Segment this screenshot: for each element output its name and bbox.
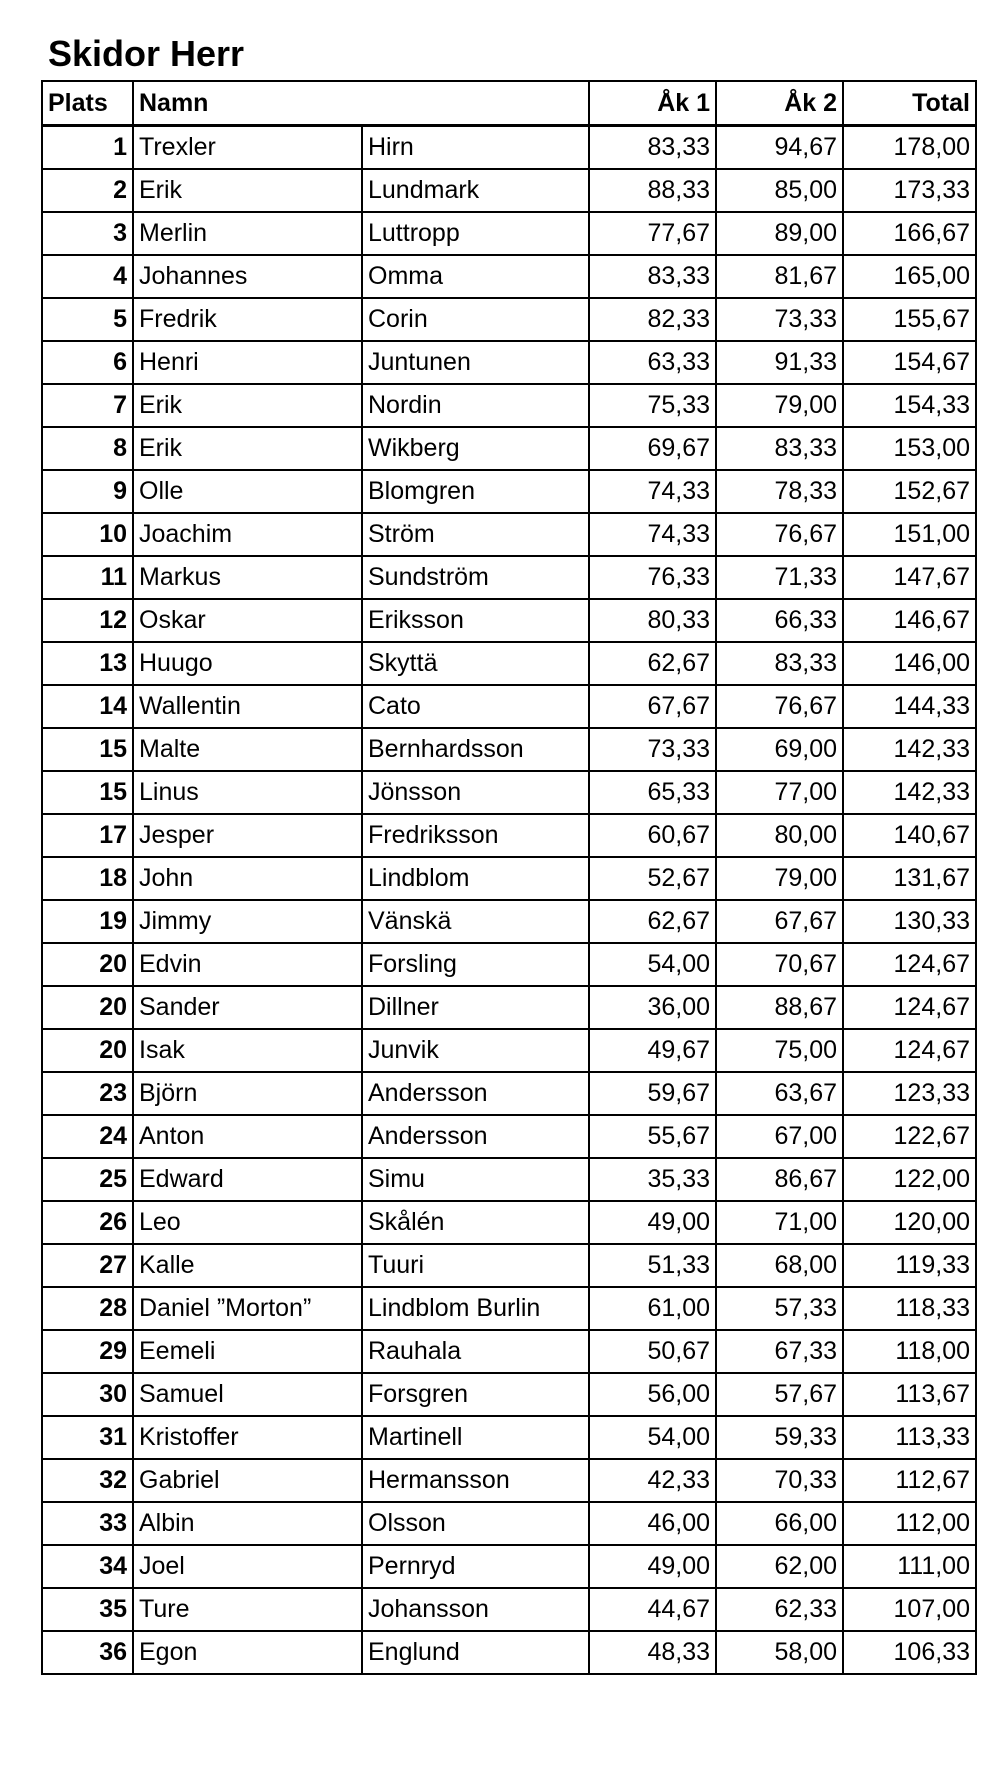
table-row (42, 1459, 976, 1502)
cell-plats: 9 (42, 470, 133, 513)
cell-first-name: Joachim (133, 513, 362, 556)
cell-total: 146,67 (843, 599, 976, 642)
cell-plats: 13 (42, 642, 133, 685)
cell-ak1: 51,33 (589, 1244, 716, 1287)
header-total: Total (843, 81, 976, 126)
cell-ak2: 68,00 (716, 1244, 843, 1287)
cell-ak2: 83,33 (716, 427, 843, 470)
cell-first-name: Ture (133, 1588, 362, 1631)
cell-plats: 25 (42, 1158, 133, 1201)
table-row (42, 1115, 976, 1158)
cell-ak1: 54,00 (589, 1416, 716, 1459)
cell-last-name: Tuuri (362, 1244, 589, 1287)
cell-plats: 24 (42, 1115, 133, 1158)
cell-plats: 8 (42, 427, 133, 470)
cell-ak2: 58,00 (716, 1631, 843, 1674)
cell-total: 123,33 (843, 1072, 976, 1115)
cell-last-name: Andersson (362, 1072, 589, 1115)
cell-last-name: Lindblom (362, 857, 589, 900)
cell-last-name: Simu (362, 1158, 589, 1201)
cell-ak1: 65,33 (589, 771, 716, 814)
table-row (42, 814, 976, 857)
cell-ak2: 67,33 (716, 1330, 843, 1373)
cell-total: 113,33 (843, 1416, 976, 1459)
cell-last-name: Hermansson (362, 1459, 589, 1502)
cell-total: 146,00 (843, 642, 976, 685)
cell-ak1: 88,33 (589, 169, 716, 212)
cell-first-name: Erik (133, 384, 362, 427)
cell-ak2: 63,67 (716, 1072, 843, 1115)
cell-total: 112,00 (843, 1502, 976, 1545)
table-row (42, 384, 976, 427)
cell-first-name: Linus (133, 771, 362, 814)
cell-first-name: Fredrik (133, 298, 362, 341)
cell-total: 120,00 (843, 1201, 976, 1244)
cell-first-name: Gabriel (133, 1459, 362, 1502)
cell-ak2: 59,33 (716, 1416, 843, 1459)
cell-total: 112,67 (843, 1459, 976, 1502)
cell-ak1: 42,33 (589, 1459, 716, 1502)
cell-ak1: 73,33 (589, 728, 716, 771)
table-row (42, 341, 976, 384)
cell-last-name: Johansson (362, 1588, 589, 1631)
cell-ak1: 62,67 (589, 900, 716, 943)
cell-first-name: John (133, 857, 362, 900)
cell-first-name: Henri (133, 341, 362, 384)
cell-plats: 19 (42, 900, 133, 943)
cell-ak2: 77,00 (716, 771, 843, 814)
cell-first-name: Daniel ”Morton” (133, 1287, 362, 1330)
cell-ak2: 69,00 (716, 728, 843, 771)
cell-total: 119,33 (843, 1244, 976, 1287)
cell-plats: 6 (42, 341, 133, 384)
table-row (42, 599, 976, 642)
cell-ak1: 69,67 (589, 427, 716, 470)
cell-first-name: Wallentin (133, 685, 362, 728)
cell-ak2: 89,00 (716, 212, 843, 255)
cell-total: 106,33 (843, 1631, 976, 1674)
cell-ak1: 83,33 (589, 126, 716, 170)
table-row (42, 1244, 976, 1287)
header-ak1: Åk 1 (589, 81, 716, 126)
results-body (42, 126, 976, 1675)
cell-total: 166,67 (843, 212, 976, 255)
cell-first-name: Kristoffer (133, 1416, 362, 1459)
cell-ak2: 67,00 (716, 1115, 843, 1158)
table-row (42, 255, 976, 298)
cell-plats: 5 (42, 298, 133, 341)
cell-first-name: Albin (133, 1502, 362, 1545)
cell-total: 107,00 (843, 1588, 976, 1631)
cell-first-name: Sander (133, 986, 362, 1029)
cell-plats: 14 (42, 685, 133, 728)
cell-plats: 20 (42, 943, 133, 986)
cell-plats: 32 (42, 1459, 133, 1502)
cell-last-name: Forsgren (362, 1373, 589, 1416)
page-title: Skidor Herr (48, 33, 245, 74)
table-row (42, 900, 976, 943)
cell-ak1: 83,33 (589, 255, 716, 298)
cell-plats: 33 (42, 1502, 133, 1545)
table-row (42, 1545, 976, 1588)
table-row (42, 298, 976, 341)
cell-last-name: Fredriksson (362, 814, 589, 857)
cell-last-name: Englund (362, 1631, 589, 1674)
header-plats: Plats (42, 81, 133, 126)
cell-last-name: Olsson (362, 1502, 589, 1545)
cell-ak2: 76,67 (716, 685, 843, 728)
table-row (42, 126, 976, 170)
header-ak2: Åk 2 (716, 81, 843, 126)
cell-plats: 36 (42, 1631, 133, 1674)
cell-plats: 17 (42, 814, 133, 857)
table-row (42, 728, 976, 771)
cell-plats: 35 (42, 1588, 133, 1631)
cell-first-name: Markus (133, 556, 362, 599)
results-table (41, 80, 977, 1675)
cell-last-name: Skålén (362, 1201, 589, 1244)
cell-ak1: 60,67 (589, 814, 716, 857)
cell-last-name: Hirn (362, 126, 589, 170)
cell-first-name: Edvin (133, 943, 362, 986)
cell-plats: 15 (42, 771, 133, 814)
cell-ak1: 49,67 (589, 1029, 716, 1072)
cell-last-name: Vänskä (362, 900, 589, 943)
cell-total: 153,00 (843, 427, 976, 470)
cell-ak2: 62,00 (716, 1545, 843, 1588)
table-row (42, 1502, 976, 1545)
cell-ak1: 55,67 (589, 1115, 716, 1158)
cell-plats: 27 (42, 1244, 133, 1287)
cell-ak1: 54,00 (589, 943, 716, 986)
cell-ak2: 76,67 (716, 513, 843, 556)
cell-first-name: Anton (133, 1115, 362, 1158)
cell-last-name: Luttropp (362, 212, 589, 255)
cell-total: 130,33 (843, 900, 976, 943)
cell-last-name: Pernryd (362, 1545, 589, 1588)
cell-plats: 34 (42, 1545, 133, 1588)
cell-ak2: 57,33 (716, 1287, 843, 1330)
cell-first-name: Joel (133, 1545, 362, 1588)
cell-last-name: Juntunen (362, 341, 589, 384)
cell-ak1: 74,33 (589, 513, 716, 556)
table-row (42, 1158, 976, 1201)
cell-total: 131,67 (843, 857, 976, 900)
cell-plats: 12 (42, 599, 133, 642)
cell-total: 124,67 (843, 986, 976, 1029)
table-row (42, 1287, 976, 1330)
cell-total: 155,67 (843, 298, 976, 341)
cell-plats: 28 (42, 1287, 133, 1330)
cell-total: 118,00 (843, 1330, 976, 1373)
table-row (42, 556, 976, 599)
cell-last-name: Wikberg (362, 427, 589, 470)
cell-ak1: 80,33 (589, 599, 716, 642)
cell-last-name: Lindblom Burlin (362, 1287, 589, 1330)
cell-total: 122,67 (843, 1115, 976, 1158)
cell-ak2: 88,67 (716, 986, 843, 1029)
cell-last-name: Skyttä (362, 642, 589, 685)
cell-first-name: Egon (133, 1631, 362, 1674)
cell-total: 142,33 (843, 771, 976, 814)
cell-ak2: 91,33 (716, 341, 843, 384)
cell-ak2: 57,67 (716, 1373, 843, 1416)
cell-plats: 23 (42, 1072, 133, 1115)
cell-total: 124,67 (843, 1029, 976, 1072)
table-row (42, 513, 976, 556)
cell-ak2: 75,00 (716, 1029, 843, 1072)
cell-ak1: 49,00 (589, 1545, 716, 1588)
cell-ak1: 61,00 (589, 1287, 716, 1330)
cell-total: 140,67 (843, 814, 976, 857)
cell-ak2: 85,00 (716, 169, 843, 212)
cell-ak1: 67,67 (589, 685, 716, 728)
cell-last-name: Lundmark (362, 169, 589, 212)
cell-last-name: Nordin (362, 384, 589, 427)
cell-plats: 26 (42, 1201, 133, 1244)
cell-plats: 11 (42, 556, 133, 599)
cell-last-name: Omma (362, 255, 589, 298)
cell-ak2: 71,00 (716, 1201, 843, 1244)
cell-first-name: Jesper (133, 814, 362, 857)
cell-ak1: 44,67 (589, 1588, 716, 1631)
cell-total: 118,33 (843, 1287, 976, 1330)
cell-total: 154,67 (843, 341, 976, 384)
cell-total: 151,00 (843, 513, 976, 556)
cell-ak1: 46,00 (589, 1502, 716, 1545)
cell-total: 173,33 (843, 169, 976, 212)
cell-first-name: Erik (133, 169, 362, 212)
cell-ak2: 66,33 (716, 599, 843, 642)
table-row (42, 1588, 976, 1631)
cell-ak2: 71,33 (716, 556, 843, 599)
cell-ak2: 62,33 (716, 1588, 843, 1631)
cell-ak2: 66,00 (716, 1502, 843, 1545)
table-row (42, 771, 976, 814)
cell-ak1: 75,33 (589, 384, 716, 427)
table-row (42, 1029, 976, 1072)
cell-plats: 4 (42, 255, 133, 298)
cell-last-name: Sundström (362, 556, 589, 599)
cell-ak1: 62,67 (589, 642, 716, 685)
cell-last-name: Eriksson (362, 599, 589, 642)
cell-first-name: Johannes (133, 255, 362, 298)
cell-total: 111,00 (843, 1545, 976, 1588)
cell-plats: 7 (42, 384, 133, 427)
cell-total: 144,33 (843, 685, 976, 728)
cell-last-name: Bernhardsson (362, 728, 589, 771)
table-row (42, 685, 976, 728)
table-row (42, 943, 976, 986)
cell-ak1: 59,67 (589, 1072, 716, 1115)
cell-first-name: Olle (133, 470, 362, 513)
cell-plats: 2 (42, 169, 133, 212)
cell-plats: 20 (42, 986, 133, 1029)
cell-ak1: 50,67 (589, 1330, 716, 1373)
cell-ak2: 78,33 (716, 470, 843, 513)
table-row (42, 169, 976, 212)
cell-plats: 1 (42, 126, 133, 170)
cell-plats: 3 (42, 212, 133, 255)
cell-ak2: 70,33 (716, 1459, 843, 1502)
cell-first-name: Malte (133, 728, 362, 771)
cell-last-name: Martinell (362, 1416, 589, 1459)
table-row (42, 1416, 976, 1459)
header-row (42, 81, 976, 126)
cell-last-name: Rauhala (362, 1330, 589, 1373)
cell-last-name: Corin (362, 298, 589, 341)
cell-ak1: 76,33 (589, 556, 716, 599)
cell-plats: 15 (42, 728, 133, 771)
cell-first-name: Leo (133, 1201, 362, 1244)
cell-last-name: Jönsson (362, 771, 589, 814)
cell-ak2: 70,67 (716, 943, 843, 986)
cell-first-name: Kalle (133, 1244, 362, 1287)
cell-ak2: 67,67 (716, 900, 843, 943)
table-row (42, 1201, 976, 1244)
cell-last-name: Forsling (362, 943, 589, 986)
table-row (42, 1330, 976, 1373)
cell-last-name: Ström (362, 513, 589, 556)
cell-ak2: 73,33 (716, 298, 843, 341)
cell-total: 165,00 (843, 255, 976, 298)
cell-ak2: 81,67 (716, 255, 843, 298)
cell-total: 147,67 (843, 556, 976, 599)
cell-last-name: Blomgren (362, 470, 589, 513)
cell-plats: 30 (42, 1373, 133, 1416)
cell-ak2: 79,00 (716, 384, 843, 427)
cell-plats: 31 (42, 1416, 133, 1459)
cell-total: 154,33 (843, 384, 976, 427)
cell-ak2: 79,00 (716, 857, 843, 900)
cell-total: 142,33 (843, 728, 976, 771)
cell-ak1: 74,33 (589, 470, 716, 513)
cell-total: 152,67 (843, 470, 976, 513)
cell-plats: 18 (42, 857, 133, 900)
cell-first-name: Samuel (133, 1373, 362, 1416)
cell-ak1: 63,33 (589, 341, 716, 384)
cell-last-name: Junvik (362, 1029, 589, 1072)
cell-plats: 10 (42, 513, 133, 556)
table-row (42, 642, 976, 685)
cell-ak1: 52,67 (589, 857, 716, 900)
header-namn: Namn (133, 81, 589, 126)
cell-first-name: Oskar (133, 599, 362, 642)
cell-ak1: 77,67 (589, 212, 716, 255)
cell-plats: 20 (42, 1029, 133, 1072)
table-row (42, 427, 976, 470)
cell-ak1: 48,33 (589, 1631, 716, 1674)
cell-ak1: 56,00 (589, 1373, 716, 1416)
cell-first-name: Merlin (133, 212, 362, 255)
cell-first-name: Edward (133, 1158, 362, 1201)
cell-first-name: Trexler (133, 126, 362, 170)
table-row (42, 986, 976, 1029)
cell-ak1: 49,00 (589, 1201, 716, 1244)
cell-first-name: Isak (133, 1029, 362, 1072)
table-row (42, 212, 976, 255)
cell-last-name: Cato (362, 685, 589, 728)
cell-total: 178,00 (843, 126, 976, 170)
table-row (42, 470, 976, 513)
cell-last-name: Andersson (362, 1115, 589, 1158)
cell-total: 113,67 (843, 1373, 976, 1416)
cell-first-name: Huugo (133, 642, 362, 685)
cell-ak2: 94,67 (716, 126, 843, 170)
cell-ak2: 86,67 (716, 1158, 843, 1201)
cell-ak1: 35,33 (589, 1158, 716, 1201)
table-row (42, 1631, 976, 1674)
cell-first-name: Erik (133, 427, 362, 470)
table-row (42, 857, 976, 900)
table-row (42, 1072, 976, 1115)
cell-first-name: Eemeli (133, 1330, 362, 1373)
cell-plats: 29 (42, 1330, 133, 1373)
cell-ak1: 36,00 (589, 986, 716, 1029)
cell-total: 124,67 (843, 943, 976, 986)
cell-first-name: Björn (133, 1072, 362, 1115)
cell-total: 122,00 (843, 1158, 976, 1201)
cell-first-name: Jimmy (133, 900, 362, 943)
cell-ak2: 83,33 (716, 642, 843, 685)
table-row (42, 1373, 976, 1416)
cell-ak2: 80,00 (716, 814, 843, 857)
cell-ak1: 82,33 (589, 298, 716, 341)
cell-last-name: Dillner (362, 986, 589, 1029)
